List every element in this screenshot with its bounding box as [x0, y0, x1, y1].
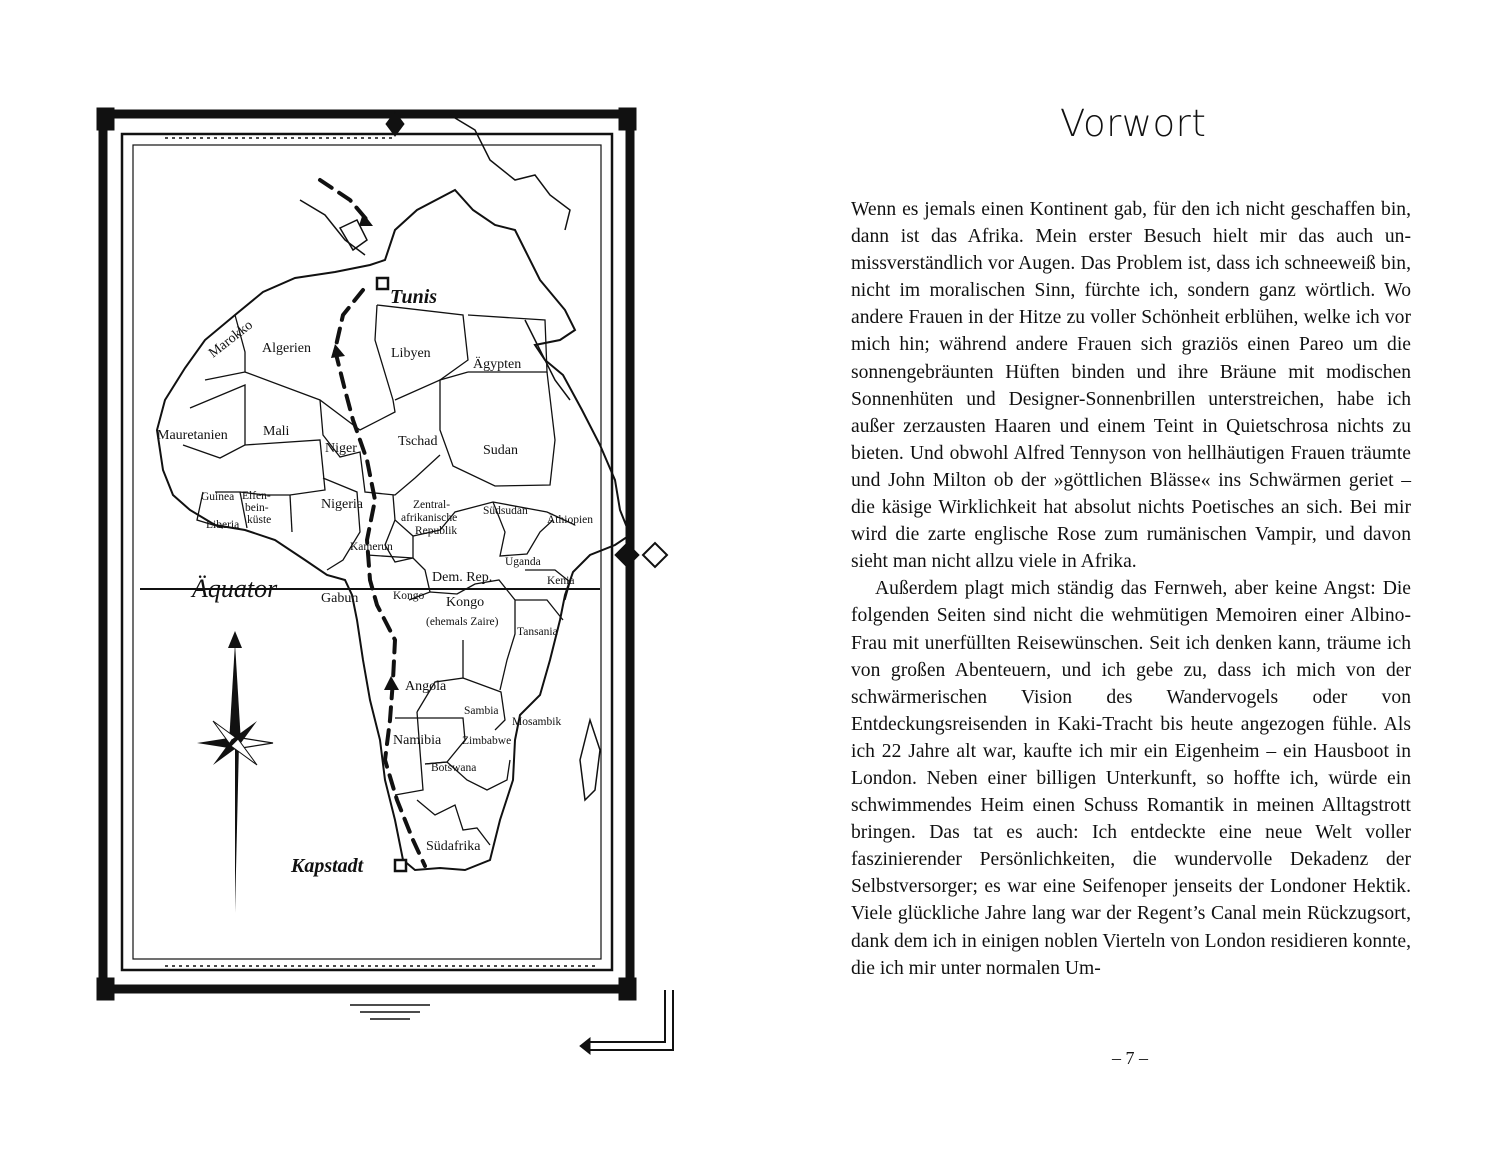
kapstadt-marker	[395, 860, 406, 871]
label-zar-3: Republik	[415, 525, 458, 537]
map-illustration	[95, 100, 685, 1060]
paragraph-1: Wenn es jemals einen Kontinent gab, für den ich nicht geschaffen bin, dann ist das Afrika. Mein erster Besuch hielt mir das auch unmissverständlich vor Augen. Das Problem ist, dass ich schneeweiß bin, nicht im moralischen Sinn, fürchte ich, sondern ganz wörtlich. Wo andere Frauen in der Hitze zu voller Schönheit erblühen, welke ich vor mich hin; während andere Frauen sich graziös einen Pareo um die sonnengebräunten Hüften binden und ihre Bräune mit modischen Sonnenhüten und Designer-Sonnenbrillen unterstreichen, habe ich außer zerzausten Haaren und einem Teint in Quietschrosa nichts zu bieten. Und obwohl Alfred Tennyson von hellhäutigen Frauen träumte und John Milton ob der »göttlichen Blässe« ins Schwärmen geriet – die käsige Wirklichkeit hat absolut nichts Poetisches an sich. Bei mir wird die zarte englische Rose zum rumänischen Vampir, und davon sieht man nicht allzu viele in Afrika.	[851, 199, 1411, 573]
body-text	[851, 196, 1411, 982]
label-algerien: Algerien	[262, 341, 311, 356]
label-kongo-west: Kongo	[393, 590, 425, 602]
label-nigeria: Nigeria	[321, 497, 363, 512]
page-number: – 7 –	[1112, 1048, 1148, 1068]
label-elfenbeinkueste-1: Elfen-	[242, 490, 271, 502]
label-kenia: Kenia	[547, 575, 575, 587]
label-zar-1: Zentral-	[413, 499, 451, 511]
label-sambia: Sambia	[464, 705, 499, 717]
label-gabun: Gabun	[321, 591, 359, 606]
label-kongo-east: Kongo	[446, 595, 485, 610]
label-suedafrika: Südafrika	[426, 839, 481, 854]
label-tansania: Tansania	[517, 626, 558, 638]
label-sudan: Sudan	[483, 443, 518, 458]
compass-rose-icon	[197, 631, 273, 913]
label-marokko: Marokko	[206, 317, 256, 362]
chapter-title: Vorwort	[1060, 102, 1207, 145]
label-aequator: Äquator	[192, 574, 278, 603]
africa-map	[95, 100, 685, 1060]
label-liberia: Liberia	[206, 519, 240, 531]
label-niger: Niger	[325, 441, 357, 456]
label-libyen: Libyen	[391, 346, 431, 361]
label-aethiopien: Äthiopien	[547, 514, 593, 526]
map-frame	[97, 108, 673, 1054]
label-tunis: Tunis	[390, 286, 438, 308]
label-aegypten: Ägypten	[473, 357, 522, 372]
label-dem-rep: Dem. Rep.	[432, 570, 493, 585]
label-botswana: Botswana	[431, 762, 477, 774]
label-suedsudan: Südsudan	[483, 505, 528, 517]
label-mauretanien: Mauretanien	[157, 428, 228, 443]
label-kamerun: Kamerun	[350, 541, 393, 553]
label-zar-2: afrikanische	[401, 512, 458, 524]
label-zimbabwe: Zimbabwe	[462, 735, 512, 747]
label-namibia: Namibia	[393, 733, 442, 748]
label-kapstadt: Kapstadt	[291, 855, 364, 877]
label-elfenbeinkueste-2: bein-	[245, 502, 269, 514]
label-mali: Mali	[263, 424, 290, 439]
tunis-marker	[377, 278, 388, 289]
label-guinea: Guinea	[201, 491, 235, 503]
label-uganda: Uganda	[505, 556, 541, 568]
label-ehemals-zaire: (ehemals Zaire)	[426, 616, 499, 628]
label-angola: Angola	[405, 679, 447, 694]
paragraph-2: Außerdem plagt mich ständig das Fernweh, aber keine Angst: Die folgenden Seiten sind nicht die wehmütigen Memoiren einer Albino-Frau mit unerfüllten Reisewünschen. Seit ich denken kann, träume ich von großen Abenteuern, und ich gebe zu, dass ich mich von der schwärmerischen Vision des Wandervogels oder von Entdeckungsreisenden in Kaki-Tracht bis heute angezogen fühle. Als ich 22 Jahre alt war, kaufte ich mir ein Eigenheim – ein Hausboot in London. Neben einer billigen Unterkunft, so hoffte ich, würde ein schwimmendes Heim einen Schuss Romantik in meinen Alltagstrott bringen. Das tat es auch: Ich entdeckte eine neue Welt voller faszinierender Persönlichkeiten, die wundervolle Dekadenz der Selbstversorger; es war eine Seifenoper jenseits der Londoner Hektik. Viele glückliche Jahre lang war der Regent’s Canal mein Rückzugsort, dank dem ich in einigen noblen Vierteln von London residieren konnte, die ich mir unter normalen Um-	[851, 578, 1411, 979]
label-tschad: Tschad	[398, 434, 438, 449]
label-mosambik: Mosambik	[512, 716, 562, 728]
label-elfenbeinkueste-3: küste	[247, 514, 272, 526]
